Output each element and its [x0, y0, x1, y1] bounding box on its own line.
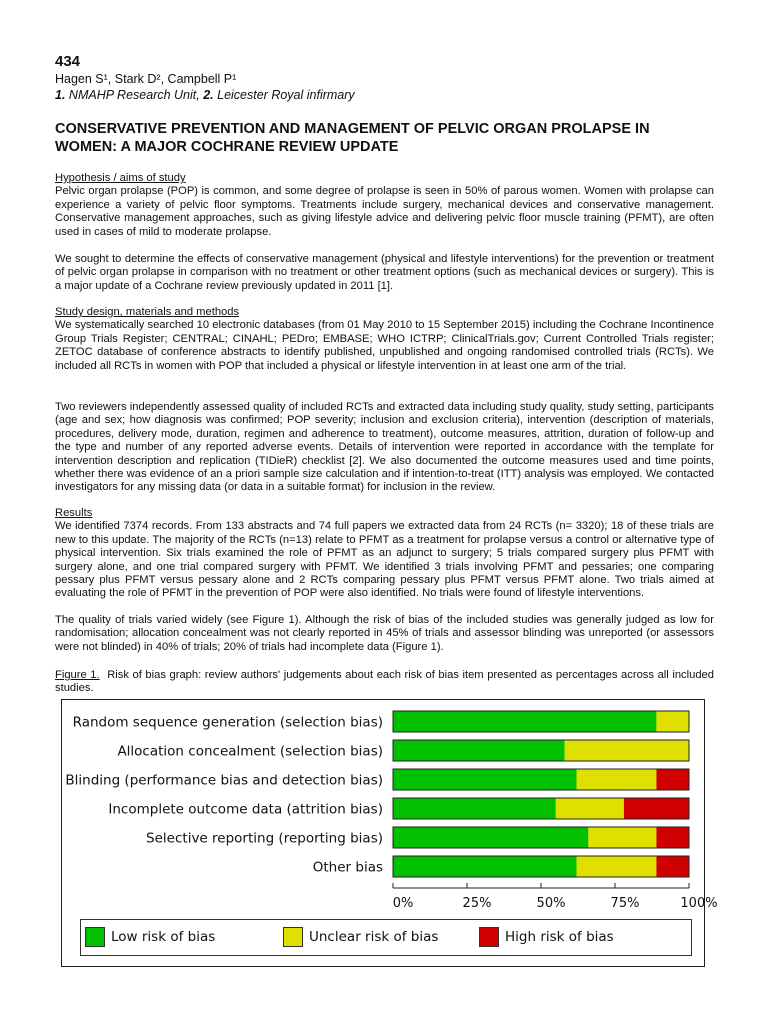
bar-segment-unclear	[577, 769, 657, 790]
legend-high-label: High risk of bias	[505, 929, 614, 945]
affil-2-number: 2.	[203, 88, 214, 102]
figure-label: Figure 1.	[55, 669, 100, 681]
results-paragraph-2: The quality of trials varied widely (see Figure 1). Although the risk of bias of the included studies was generally judged as low for randomisation; allocation concealment was not clearly reported in 45% of trials and assessor blinding was unreported (or assessors were not blinded) in 40% of trials; 20% of trials had incomplete data (Figure 1).	[55, 614, 714, 653]
bar-segment-unclear	[577, 856, 657, 877]
bar-segment-low	[393, 711, 656, 732]
chart-legend	[80, 919, 692, 956]
x-tick-label: 50%	[536, 896, 566, 911]
hypothesis-heading: Hypothesis / aims of study	[55, 172, 186, 184]
bar-segment-low	[393, 856, 577, 877]
results-paragraph-1: We identified 7374 records. From 133 abstracts and 74 full papers we extracted data from 24 RCTs (n= 3320); 18 of these trials are new to this update. The majority of the RCTs (n=13) relate to PFMT as a treatment for prolapse versus a control or alternative type of physical intervention. Six trials examined the role of PFMT as an adjunct to surgery; 5 trials compared surgery plus PFMT with surgery alone, and one trial compared surgery with PFMT. We identified 3 trials involving PFMT and pessaries; one comparing pessary plus PFMT versus pessary alone and 2 RCTs comparing pessary plus PFMT versus PFMT alone. Two trials aimed at evaluating the role of PFMT in the prevention of POP were also identified. No trials were found of lifestyle interventions.	[55, 520, 714, 600]
affiliations	[55, 88, 355, 102]
figure-caption-text: Risk of bias graph: review authors' judgements about each risk of bias item presented as percentages across all included studies.	[55, 669, 715, 695]
bar-segment-unclear	[556, 798, 624, 819]
bar-segment-high	[624, 798, 689, 819]
bar-segment-high	[656, 827, 689, 848]
legend-unclear-swatch	[283, 927, 303, 947]
bar-segment-low	[393, 798, 556, 819]
category-label: Random sequence generation (selection bias)	[72, 714, 383, 731]
legend-unclear-label: Unclear risk of bias	[309, 929, 439, 945]
x-tick-label: 100%	[680, 896, 718, 911]
paper-title: CONSERVATIVE PREVENTION AND MANAGEMENT OF PELVIC ORGAN PROLAPSE IN WOMEN: A MAJOR COCHRANE REVIEW UPDATE	[55, 121, 650, 155]
figure-caption	[55, 669, 714, 696]
hypothesis-section-2	[55, 253, 714, 293]
affil-2: Leicester Royal infirmary	[213, 88, 355, 102]
legend-unclear	[283, 927, 438, 947]
affil-1-number: 1.	[55, 88, 66, 102]
affil-1: NMAHP Research Unit,	[65, 88, 204, 102]
legend-high-swatch	[479, 927, 499, 947]
bar-segment-unclear	[565, 740, 689, 761]
x-tick-label: 75%	[610, 896, 640, 911]
methods-paragraph-1: We systematically searched 10 electronic databases (from 01 May 2010 to 15 September 2015) including the Cochrane Incontinence Group Trials Register; CENTRAL; CINAHL; PEDro; EMBASE; WHO ICTRP; ClinicalTrials.gov; Current Controlled Trials register; ZETOC database of conference abstracts to identify published, unpublished and ongoing randomised controlled trials (RCTs). We included all RCTs in women with POP that included a physical or lifestyle intervention in at least one arm of the trial.	[55, 319, 714, 372]
hypothesis-section	[55, 172, 714, 239]
bar-segment-high	[656, 769, 689, 790]
category-label: Selective reporting (reporting bias)	[146, 830, 383, 847]
legend-high	[479, 927, 614, 947]
results-section-2	[55, 614, 714, 654]
methods-heading: Study design, materials and methods	[55, 306, 240, 318]
category-label: Blinding (performance bias and detection bias)	[65, 772, 383, 789]
bar-segment-low	[393, 740, 565, 761]
legend-low-swatch	[85, 927, 105, 947]
methods-paragraph-2: Two reviewers independently assessed quality of included RCTs and extracted data including study quality, study setting, participants (age and sex; how diagnosis was confirmed; POP severity; inclusion and exclusion criteria), intervention (description of materials, procedures, delivery mode, duration, regimen and adherence to treatment), outcome measures, attrition, duration of follow-up and the type and number of any reported adverse events. Details of intervention were reported in accordance with the template for intervention description and replication (TIDieR) checklist [2]. We also documented the outcome measures used and time points, whether there was evidence of an a priori sample size calculation and if intention-to-treat (ITT) analysis was employed. We contacted investigators for any missing data (or data in a suitable format) for inclusion in the review.	[55, 401, 714, 494]
x-tick-label: 25%	[462, 896, 492, 911]
category-label: Other bias	[312, 859, 383, 876]
results-heading: Results	[55, 507, 93, 519]
x-tick-label: 0%	[392, 896, 414, 911]
bar-segment-high	[656, 856, 689, 877]
category-label: Allocation concealment (selection bias)	[117, 743, 383, 760]
bar-segment-unclear	[588, 827, 656, 848]
methods-section	[55, 306, 714, 373]
chart-svg	[62, 700, 718, 915]
hypothesis-paragraph-2: We sought to determine the effects of conservative management (physical and lifestyle interventions) for the prevention or treatment of pelvic organ prolapse in comparison with no treatment or other treatment options (such as mechanical devices or surgery). This is a major update of a Cochrane review previously updated in 2011 [1].	[55, 253, 714, 292]
abstract-number: 434	[55, 53, 81, 70]
risk-of-bias-chart	[61, 699, 718, 967]
category-label: Incomplete outcome data (attrition bias)	[108, 801, 383, 818]
methods-section-2	[55, 401, 714, 495]
legend-low-label: Low risk of bias	[111, 929, 216, 945]
hypothesis-paragraph-1: Pelvic organ prolapse (POP) is common, and some degree of prolapse is seen in 50% of parous women. Women with prolapse can experience a variety of pelvic floor symptoms. Treatments include surgery, mechanical devices and conservative management. Conservative management approaches, such as giving lifestyle advice and delivering pelvic floor muscle training (PFMT), are often used in cases of mild to moderate prolapse.	[55, 185, 714, 238]
results-section	[55, 507, 714, 601]
bar-segment-low	[393, 769, 577, 790]
legend-low	[85, 927, 215, 947]
bar-segment-low	[393, 827, 588, 848]
authors: Hagen S¹, Stark D², Campbell P¹	[55, 72, 237, 86]
bar-segment-unclear	[656, 711, 689, 732]
